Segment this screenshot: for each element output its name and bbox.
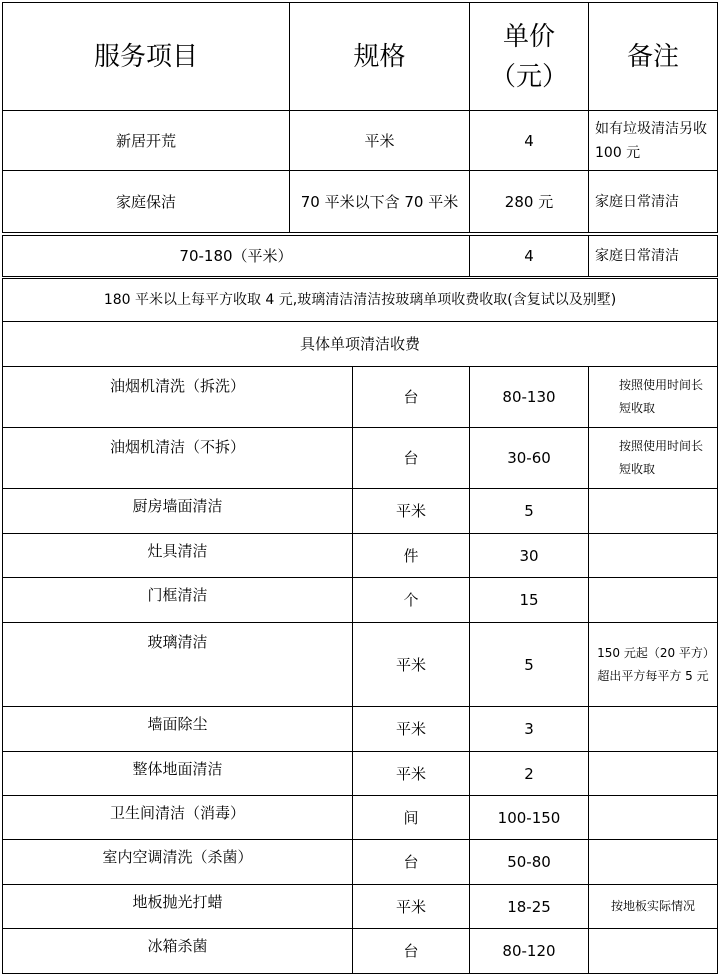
item-price: 2 [469,751,589,796]
item-spec: 台 [352,928,470,974]
item-price: 5 [469,622,589,707]
package-note: 家庭日常清洁 [588,235,718,277]
item-price: 18-25 [469,884,589,929]
header-price [469,2,589,111]
item-price: 5 [469,488,589,534]
item-note [588,928,718,974]
header-service: 服务项目 [2,2,290,111]
item-service: 室内空调清洗（杀菌） [2,839,353,885]
item-service: 冰箱杀菌 [2,928,353,974]
item-spec: 件 [352,533,470,578]
item-service: 玻璃清洁 [2,622,353,707]
item-spec: 平米 [352,706,470,752]
item-service: 油烟机清洁（不拆） [2,427,353,489]
item-price: 50-80 [469,839,589,885]
item-note [588,577,718,623]
item-price: 80-120 [469,928,589,974]
item-price: 30 [469,533,589,578]
item-spec: 台 [352,366,470,428]
item-note [588,533,718,578]
package-price: 280 元 [469,170,589,233]
item-price: 80-130 [469,366,589,428]
package-range: 70-180（平米） [2,235,470,277]
section-title: 具体单项清洁收费 [2,321,718,367]
item-spec: 间 [352,795,470,840]
item-service: 墙面除尘 [2,706,353,752]
item-service: 地板抛光打蜡 [2,884,353,929]
item-price: 100-150 [469,795,589,840]
item-spec: 平米 [352,488,470,534]
header-note: 备注 [588,2,718,111]
item-note [588,706,718,752]
item-price: 3 [469,706,589,752]
header-price-line2: （元） [489,61,568,92]
item-service: 油烟机清洗（拆洗） [2,366,353,428]
package-price: 4 [469,110,589,171]
item-spec: 平米 [352,622,470,707]
package-note: 如有垃圾清洁另收 100 元 [588,110,718,171]
package-spec: 平米 [289,110,470,171]
item-service: 灶具清洁 [2,533,353,578]
item-note: 按照使用时间长短收取 [588,427,718,489]
item-price: 15 [469,577,589,623]
item-note: 按地板实际情况 [588,884,718,929]
package-service: 家庭保洁 [2,170,290,233]
item-note: 按照使用时间长短收取 [588,366,718,428]
package-spec: 70 平米以下含 70 平米 [289,170,470,233]
header-spec: 规格 [289,2,470,111]
item-service: 厨房墙面清洁 [2,488,353,534]
item-service: 门框清洁 [2,577,353,623]
item-note: 150 元起（20 平方）超出平方每平方 5 元 [588,622,718,707]
pricing-notice: 180 平米以上每平方收取 4 元,玻璃清洁清洁按玻璃单项收费收取(含复试以及别墅) [2,278,718,322]
item-price: 30-60 [469,427,589,489]
item-service: 整体地面清洁 [2,751,353,796]
item-note [588,751,718,796]
item-note [588,795,718,840]
header-price-line1: 单价 [502,21,555,52]
item-spec: 台 [352,427,470,489]
item-note [588,839,718,885]
item-note [588,488,718,534]
item-spec: 平米 [352,751,470,796]
item-spec: 台 [352,839,470,885]
package-price: 4 [469,235,589,277]
item-spec: 个 [352,577,470,623]
item-spec: 平米 [352,884,470,929]
item-service: 卫生间清洁（消毒） [2,795,353,840]
package-service: 新居开荒 [2,110,290,171]
package-note: 家庭日常清洁 [588,170,718,233]
